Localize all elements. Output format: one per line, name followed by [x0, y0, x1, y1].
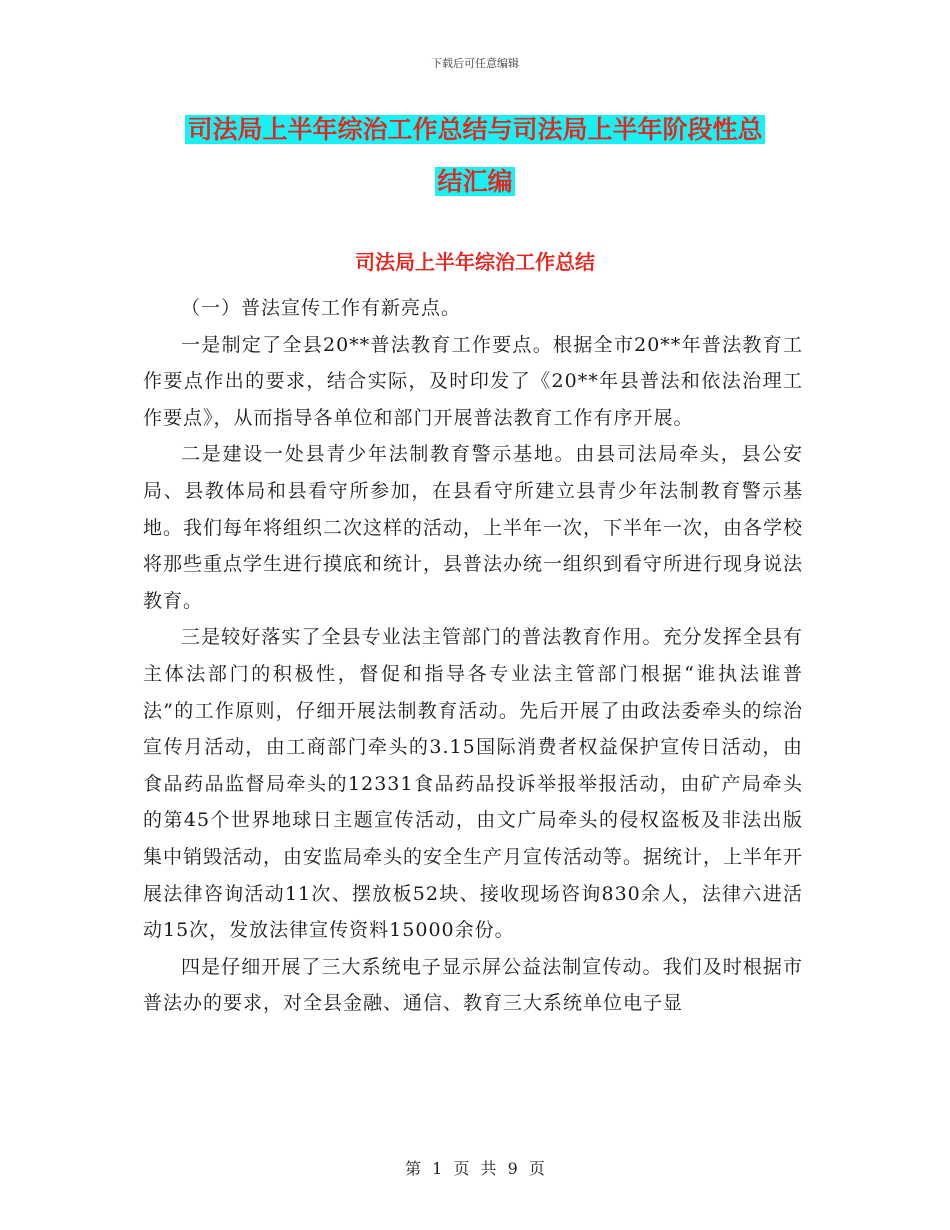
section-title: 司法局上半年综治工作总结	[355, 250, 595, 274]
page-footer: 第 1 页 共 9 页	[405, 1159, 545, 1178]
paragraph: 三是较好落实了全县专业法主管部门的普法教育作用。充分发挥全县有主体法部门的积极性，督促和指导各专业法主管部门根据“谁执法谁普法”的工作原则，仔细开展法制教育活动。先后开展了由政法委牵头的综治宣传月活动，由工商部门牵头的3.15国际消费者权益保护宣传日活动，由食品药品监督局牵头的12331食品药品投诉举报举报活动，由矿产局牵头的第45个世界地球日主题宣传活动，由文广局牵头的侵权盗板及非法出版集中销毁活动，由安监局牵头的安全生产月宣传活动等。据统计，上半年开展法律咨询活动11次、摆放板52块、接收现场咨询830余人，法律六进活动15次，发放法律宣传资料15000余份。	[143, 626, 804, 942]
paragraph: （一）普法宣传工作有新亮点。	[181, 297, 462, 319]
paragraph: 四是仔细开展了三大系统电子显示屏公益法制宣传动。我们及时根据市普法办的要求，对全县金融、通信、教育三大系统单位电子显	[143, 955, 803, 1015]
title-line-2: 结汇编	[437, 167, 513, 196]
paragraph: 一是制定了全县20**普法教育工作要点。根据全市20**年普法教育工作要点作出的要求，结合实际，及时印发了《20**年县普法和依法治理工作要点》，从而指导各单位和部门开展普法教育工作有序开展。	[143, 333, 803, 429]
document-title	[140, 104, 810, 208]
header-note: 下载后可任意编辑	[431, 57, 519, 70]
title-line-1: 司法局上半年综治工作总结与司法局上半年阶段性总	[187, 115, 763, 144]
body-text	[143, 290, 803, 1022]
paragraph: 二是建设一处县青少年法制教育警示基地。由县司法局牵头，县公安局、县教体局和县看守所参加，在县看守所建立县青少年法制教育警示基地。我们每年将组织二次这样的活动，上半年一次，下半年一次，由各学校将那些重点学生进行摸底和统计，县普法办统一组织到看守所进行现身说法教育。	[143, 443, 804, 612]
